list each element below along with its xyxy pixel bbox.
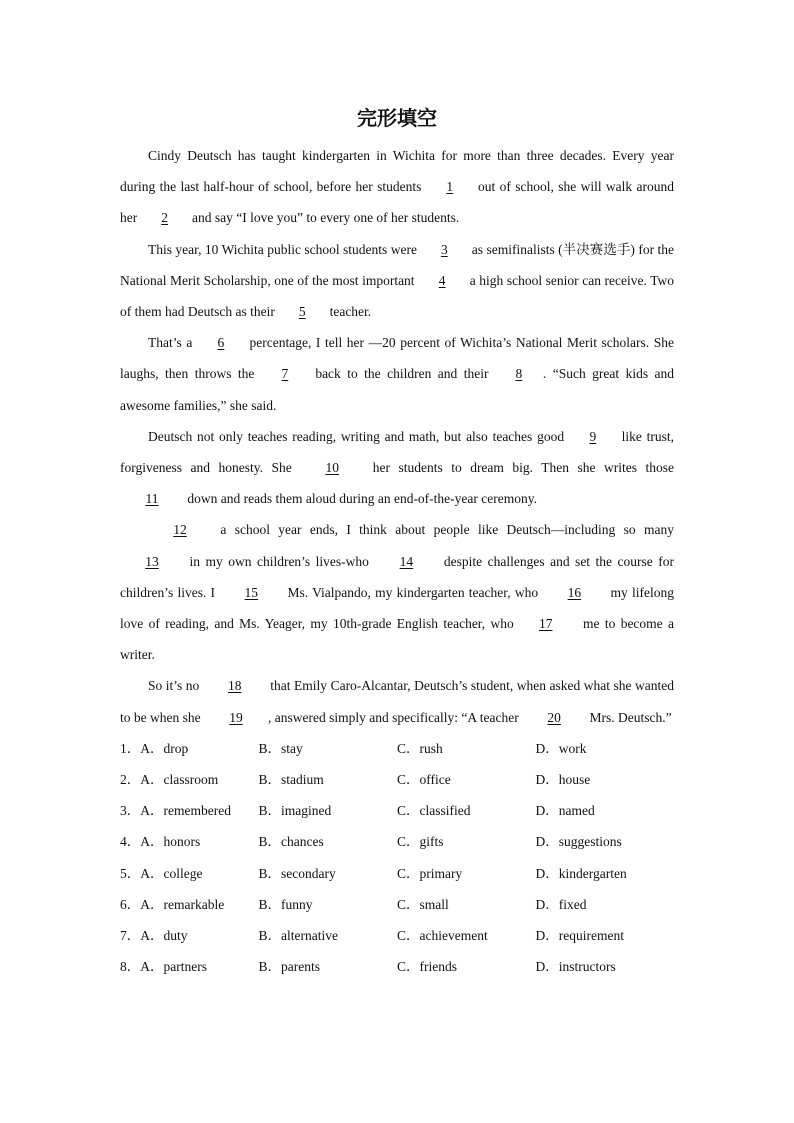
question-number: 2． <box>120 772 141 788</box>
passage-text: out of school, she will walk around her <box>120 179 674 226</box>
passage-text: percentage, I tell her —20 percent of Wichita’s National Merit scholars. She laughs, then throws the <box>120 335 674 382</box>
passage-paragraph <box>120 421 674 515</box>
passage-paragraph <box>120 670 674 732</box>
question-number-and-option <box>120 951 259 982</box>
blank-12: 12 <box>173 522 187 538</box>
option-d: D．named <box>535 803 595 819</box>
blank-4: 4 <box>438 272 446 288</box>
option-d: D．instructors <box>535 959 616 975</box>
question-number: 7． <box>120 928 141 944</box>
option-c: C．gifts <box>397 834 444 850</box>
blank-2: 2 <box>161 210 168 226</box>
blank-20: 20 <box>547 709 561 725</box>
passage-text: and say “I love you” to every one of her students. <box>188 210 460 226</box>
passage-text: . “Such great kids and awesome families,” she said. <box>120 366 675 413</box>
blank-6: 6 <box>217 335 225 351</box>
page-title: 完形填空 <box>357 106 437 130</box>
passage-text: So it’s no <box>148 678 203 694</box>
blank-1: 1 <box>446 179 454 195</box>
question-number: 4． <box>120 834 141 850</box>
option-c: C．small <box>397 896 449 912</box>
passage-paragraph <box>120 514 674 670</box>
option-a: A．classroom <box>140 772 219 788</box>
passage-text: This year, 10 Wichita public school students were <box>148 241 421 257</box>
passage-text: as semifinalists (半决赛选手) for the National Merit Scholarship, one of the most important <box>120 241 674 288</box>
passage-text: down and reads them aloud during an end-of-the-year ceremony. <box>184 491 537 507</box>
passage-text: Ms. Vialpando, my kindergarten teacher, who <box>283 584 543 600</box>
option-b: B．imagined <box>258 803 332 819</box>
question-row <box>120 733 674 764</box>
option-a: A．drop <box>140 740 189 756</box>
passage-text: in my own children’s lives-who <box>184 553 375 569</box>
passage-paragraph <box>120 327 674 421</box>
passage-text: Mrs. Deutsch.” <box>586 709 672 725</box>
question-row <box>120 951 674 982</box>
question-number: 8． <box>120 959 141 975</box>
option-c: C．friends <box>397 959 457 975</box>
blank-16: 16 <box>567 584 582 600</box>
question-number-and-option <box>120 826 259 857</box>
blank-11: 11 <box>145 491 159 507</box>
option-d: D．fixed <box>535 896 587 912</box>
passage-text: me to become a writer. <box>120 616 674 663</box>
question-row <box>120 920 674 951</box>
blank-7: 7 <box>281 366 289 382</box>
question-row <box>120 858 674 889</box>
blank-18: 18 <box>228 678 242 694</box>
question-row <box>120 826 674 857</box>
passage-text: like trust, forgiveness and honesty. She <box>120 428 674 476</box>
option-c: C．office <box>397 772 451 788</box>
question-number-and-option <box>120 920 259 951</box>
option-a: A．college <box>140 865 203 881</box>
question-options <box>120 733 674 983</box>
question-number: 6． <box>120 896 141 912</box>
option-b: B．stadium <box>258 772 324 788</box>
option-d: D．suggestions <box>535 834 622 850</box>
blank-10: 10 <box>325 460 339 476</box>
question-number-and-option <box>120 858 259 889</box>
blank-5: 5 <box>298 304 306 320</box>
option-a: A．duty <box>140 928 188 944</box>
question-number-and-option <box>120 889 259 920</box>
question-row <box>120 889 674 920</box>
passage-text: my lifelong love of reading, and Ms. Yeager, my 10th-grade English teacher, who <box>120 584 674 632</box>
passage-text: that Emily Caro-Alcantar, Deutsch’s student, when asked what she wanted to be when she <box>120 678 674 725</box>
blank-15: 15 <box>244 584 259 600</box>
blank-14: 14 <box>399 553 414 569</box>
passage-paragraph <box>120 140 674 234</box>
option-c: C．classified <box>397 803 471 819</box>
passage-text: , answered simply and specifically: “A teacher <box>267 709 523 725</box>
passage <box>120 140 674 733</box>
blank-8: 8 <box>515 366 523 382</box>
passage-text: Cindy Deutsch has taught kindergarten in Wichita for more than three decades. Every year during the last half-hour of school, before her students <box>120 148 674 195</box>
passage-text: Deutsch not only teaches reading, writing and math, but also teaches good <box>148 428 569 444</box>
option-b: B．funny <box>258 896 313 912</box>
blank-17: 17 <box>538 616 553 632</box>
option-a: A．remembered <box>140 803 231 819</box>
question-number-and-option <box>120 764 259 795</box>
option-b: B．parents <box>258 959 320 975</box>
option-c: C．achievement <box>397 928 488 944</box>
question-number-and-option <box>120 733 259 764</box>
option-b: B．stay <box>258 740 303 756</box>
passage-text: teacher. <box>326 304 372 320</box>
blank-3: 3 <box>441 241 448 257</box>
option-d: D．requirement <box>535 928 624 944</box>
passage-text: despite challenges and set the course for children’s lives. I <box>120 553 674 600</box>
passage-text: a school year ends, I think about people like Deutsch—including so many <box>212 522 674 538</box>
question-number-and-option <box>120 795 259 826</box>
option-a: A．partners <box>140 959 207 975</box>
option-c: C．rush <box>397 740 443 756</box>
question-number: 3． <box>120 803 141 819</box>
passage-text: a high school senior can receive. Two of them had Deutsch as their <box>120 272 674 320</box>
blank-9: 9 <box>589 428 597 444</box>
question-number: 1． <box>120 740 141 756</box>
passage-text: That’s a <box>148 335 197 351</box>
option-d: D．house <box>535 772 591 788</box>
blank-13: 13 <box>145 553 159 569</box>
blank-19: 19 <box>229 709 243 725</box>
option-a: A．remarkable <box>140 896 225 912</box>
option-d: D．work <box>535 740 587 756</box>
passage-text: back to the children and their <box>308 366 495 382</box>
option-a: A．honors <box>140 834 201 850</box>
option-b: B．secondary <box>258 865 336 881</box>
passage-paragraph <box>120 234 674 328</box>
option-c: C．primary <box>397 865 463 881</box>
passage-text: her students to dream big. Then she writes those <box>364 460 674 476</box>
question-row <box>120 764 674 795</box>
question-row <box>120 795 674 826</box>
option-b: B．chances <box>258 834 324 850</box>
option-b: B．alternative <box>258 928 338 944</box>
question-number: 5． <box>120 865 141 881</box>
option-d: D．kindergarten <box>535 865 627 881</box>
